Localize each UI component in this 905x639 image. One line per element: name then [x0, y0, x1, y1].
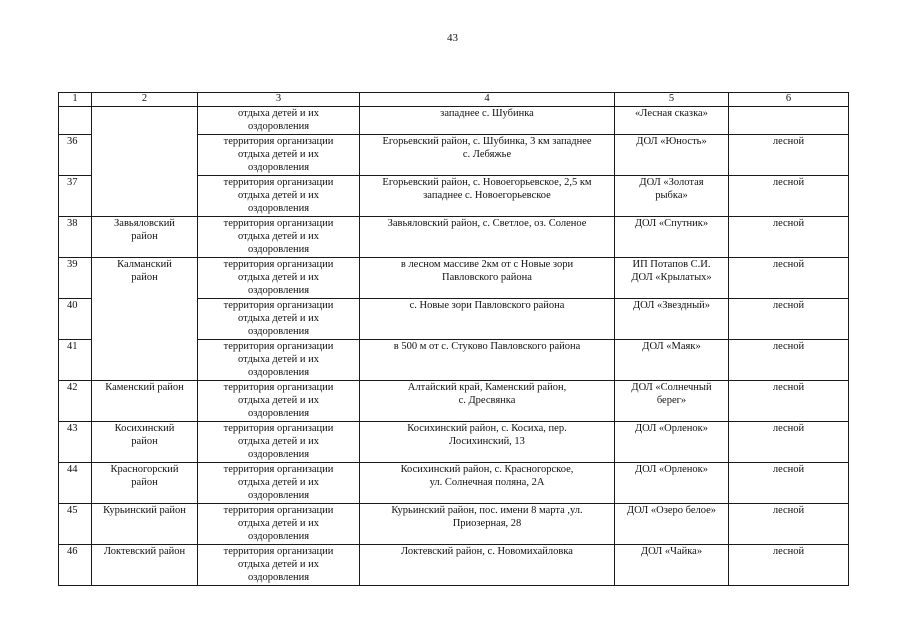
table-row — [59, 504, 849, 545]
forest-type-cell: лесной — [729, 258, 849, 299]
address-cell-line: Косихинский район, с. Косиха, пер. — [407, 423, 567, 434]
camp-name-cell-line: ДОЛ «Орленок» — [634, 423, 709, 434]
address-cell — [360, 545, 615, 586]
object-type-cell-line: территория организации — [223, 546, 334, 557]
camp-name-cell-line: ИП Потапов С.И. — [632, 259, 711, 270]
table-row — [59, 463, 849, 504]
row-number: 46 — [59, 545, 92, 586]
forest-type-cell — [729, 107, 849, 135]
address-cell — [360, 107, 615, 135]
column-header: 2 — [92, 93, 198, 107]
camp-name-cell — [615, 258, 729, 299]
forest-type-cell: лесной — [729, 176, 849, 217]
object-type-cell — [198, 135, 360, 176]
object-type-cell-line: оздоровления — [247, 121, 310, 133]
table-row — [59, 258, 849, 299]
address-cell — [360, 258, 615, 299]
object-type-cell — [198, 340, 360, 381]
address-cell — [360, 135, 615, 176]
object-type-cell-line: территория организации — [223, 423, 334, 434]
object-type-cell-line: территория организации — [223, 382, 334, 393]
address-cell — [360, 217, 615, 258]
district-cell-line: Косихинский — [114, 423, 175, 434]
column-header: 4 — [360, 93, 615, 107]
row-number: 43 — [59, 422, 92, 463]
object-type-cell-line: оздоровления — [247, 326, 310, 338]
camp-name-cell-line: ДОЛ «Спутник» — [634, 218, 709, 229]
registry-table — [58, 92, 849, 586]
forest-type-cell: лесной — [729, 135, 849, 176]
row-number: 38 — [59, 217, 92, 258]
camp-name-cell — [615, 299, 729, 340]
address-cell-line: Алтайский край, Каменский район, — [407, 382, 567, 393]
address-cell-line: Егорьевский район, с. Шубинка, 3 км западнее — [382, 136, 592, 147]
district-cell — [92, 422, 198, 463]
district-cell-line: район — [131, 231, 158, 243]
camp-name-cell-line: ДОЛ «Солнечный — [631, 382, 712, 393]
table-row — [59, 422, 849, 463]
table-row — [59, 545, 849, 586]
object-type-cell-line: отдыха детей и их — [238, 559, 319, 571]
column-header: 6 — [729, 93, 849, 107]
object-type-cell-line: отдыха детей и их — [238, 108, 319, 119]
object-type-cell-line: отдыха детей и их — [238, 395, 319, 407]
camp-name-cell — [615, 504, 729, 545]
forest-type-cell: лесной — [729, 504, 849, 545]
object-type-cell — [198, 299, 360, 340]
object-type-cell-line: отдыха детей и их — [238, 518, 319, 530]
row-number: 39 — [59, 258, 92, 299]
object-type-cell — [198, 217, 360, 258]
district-cell-line: Локтевский район — [103, 546, 186, 557]
object-type-cell-line: территория организации — [223, 136, 334, 147]
forest-type-cell: лесной — [729, 422, 849, 463]
district-cell — [92, 258, 198, 381]
district-cell — [92, 463, 198, 504]
row-number: 40 — [59, 299, 92, 340]
column-header: 1 — [59, 93, 92, 107]
forest-type-cell: лесной — [729, 463, 849, 504]
object-type-cell — [198, 463, 360, 504]
district-cell-line: Завьяловский — [114, 218, 175, 229]
forest-type-cell: лесной — [729, 381, 849, 422]
object-type-cell-line: отдыха детей и их — [238, 149, 319, 161]
address-cell — [360, 381, 615, 422]
address-cell-line: в 500 м от с. Стуково Павловского района — [393, 341, 581, 352]
object-type-cell — [198, 107, 360, 135]
camp-name-cell — [615, 107, 729, 135]
camp-name-cell — [615, 176, 729, 217]
address-cell — [360, 463, 615, 504]
table-row — [59, 107, 849, 135]
camp-name-cell-line: ДОЛ «Юность» — [636, 136, 707, 147]
address-cell-line: Приозерная, 28 — [452, 518, 522, 530]
camp-name-cell — [615, 135, 729, 176]
row-number: 45 — [59, 504, 92, 545]
camp-name-cell-line: ДОЛ «Маяк» — [642, 341, 701, 352]
address-cell-line: с. Дресвянка — [458, 395, 516, 407]
address-cell-line: с. Новые зори Павловского района — [409, 300, 565, 311]
object-type-cell-line: оздоровления — [247, 244, 310, 256]
object-type-cell — [198, 504, 360, 545]
page-number: 43 — [447, 32, 458, 44]
object-type-cell — [198, 381, 360, 422]
camp-name-cell — [615, 545, 729, 586]
object-type-cell-line: оздоровления — [247, 449, 310, 461]
object-type-cell — [198, 545, 360, 586]
object-type-cell-line: территория организации — [223, 505, 334, 516]
district-cell-line: Калманский — [117, 259, 172, 270]
address-cell-line: Курьинский район, пос. имени 8 марта ,ул. — [391, 505, 583, 516]
row-number — [59, 107, 92, 135]
row-number: 44 — [59, 463, 92, 504]
camp-name-cell-line: «Лесная сказка» — [635, 108, 708, 119]
camp-name-cell — [615, 463, 729, 504]
object-type-cell-line: оздоровления — [247, 203, 310, 215]
camp-name-cell-line: ДОЛ «Орленок» — [634, 464, 709, 475]
table-header-row — [59, 93, 849, 107]
camp-name-cell-line: ДОЛ «Звездный» — [632, 300, 710, 311]
object-type-cell-line: отдыха детей и их — [238, 190, 319, 202]
district-cell-line: район — [131, 272, 158, 284]
object-type-cell-line: территория организации — [223, 300, 334, 311]
address-cell-line: западнее с. Новоегорьевское — [423, 190, 551, 202]
camp-name-cell-line: ДОЛ «Озеро белое» — [626, 505, 717, 516]
object-type-cell-line: отдыха детей и их — [238, 231, 319, 243]
district-cell-line: район — [131, 477, 158, 489]
district-cell-line: Красногорский — [110, 464, 179, 475]
object-type-cell-line: территория организации — [223, 177, 334, 188]
address-cell-line: Павловского района — [442, 272, 532, 284]
object-type-cell-line: оздоровления — [247, 367, 310, 379]
district-cell-line: район — [131, 436, 158, 448]
camp-name-cell-line: рыбка» — [655, 190, 688, 202]
object-type-cell-line: оздоровления — [247, 490, 310, 502]
object-type-cell-line: отдыха детей и их — [238, 313, 319, 325]
camp-name-cell — [615, 217, 729, 258]
district-cell-line: Каменский район — [105, 382, 184, 393]
object-type-cell-line: оздоровления — [247, 572, 310, 584]
district-cell — [92, 107, 198, 217]
object-type-cell-line: отдыха детей и их — [238, 477, 319, 489]
address-cell-line: Косихинский район, с. Красногорское, — [400, 464, 574, 475]
address-cell — [360, 504, 615, 545]
district-cell — [92, 381, 198, 422]
forest-type-cell: лесной — [729, 340, 849, 381]
object-type-cell-line: территория организации — [223, 464, 334, 475]
object-type-cell-line: территория организации — [223, 341, 334, 352]
object-type-cell — [198, 422, 360, 463]
row-number: 41 — [59, 340, 92, 381]
table-row — [59, 381, 849, 422]
table-row — [59, 217, 849, 258]
forest-type-cell: лесной — [729, 545, 849, 586]
object-type-cell — [198, 176, 360, 217]
district-cell — [92, 217, 198, 258]
camp-name-cell-line: берег» — [656, 395, 687, 407]
object-type-cell-line: оздоровления — [247, 531, 310, 543]
camp-name-cell-line: ДОЛ «Чайка» — [640, 546, 703, 557]
object-type-cell-line: территория организации — [223, 218, 334, 229]
district-cell — [92, 545, 198, 586]
address-cell-line: с. Лебяжье — [462, 149, 512, 161]
forest-type-cell: лесной — [729, 299, 849, 340]
camp-name-cell — [615, 422, 729, 463]
camp-name-cell-line: ДОЛ «Крылатых» — [631, 272, 712, 284]
district-cell — [92, 504, 198, 545]
object-type-cell — [198, 258, 360, 299]
object-type-cell-line: оздоровления — [247, 162, 310, 174]
row-number: 37 — [59, 176, 92, 217]
object-type-cell-line: оздоровления — [247, 408, 310, 420]
address-cell-line: Лосихинский, 13 — [449, 436, 525, 448]
address-cell-line: Локтевский район, с. Новомихайловка — [401, 546, 573, 557]
camp-name-cell — [615, 340, 729, 381]
address-cell-line: ул. Солнечная поляна, 2А — [429, 477, 545, 489]
object-type-cell-line: территория организации — [223, 259, 334, 270]
forest-type-cell: лесной — [729, 217, 849, 258]
column-header: 5 — [615, 93, 729, 107]
address-cell — [360, 422, 615, 463]
object-type-cell-line: отдыха детей и их — [238, 354, 319, 366]
address-cell-line: западнее с. Шубинка — [440, 108, 534, 119]
object-type-cell-line: отдыха детей и их — [238, 272, 319, 284]
object-type-cell-line: отдыха детей и их — [238, 436, 319, 448]
object-type-cell-line: оздоровления — [247, 285, 310, 297]
address-cell-line: в лесном массиве 2км от с Новые зори — [400, 259, 574, 270]
address-cell-line: Завьяловский район, с. Светлое, оз. Соленое — [387, 218, 587, 229]
row-number: 36 — [59, 135, 92, 176]
address-cell — [360, 299, 615, 340]
camp-name-cell — [615, 381, 729, 422]
column-header: 3 — [198, 93, 360, 107]
district-cell-line: Курьинский район — [103, 505, 186, 516]
address-cell — [360, 176, 615, 217]
address-cell-line: Егорьевский район, с. Новоегорьевское, 2,5 км — [382, 177, 592, 188]
camp-name-cell-line: ДОЛ «Золотая — [639, 177, 704, 188]
address-cell — [360, 340, 615, 381]
row-number: 42 — [59, 381, 92, 422]
